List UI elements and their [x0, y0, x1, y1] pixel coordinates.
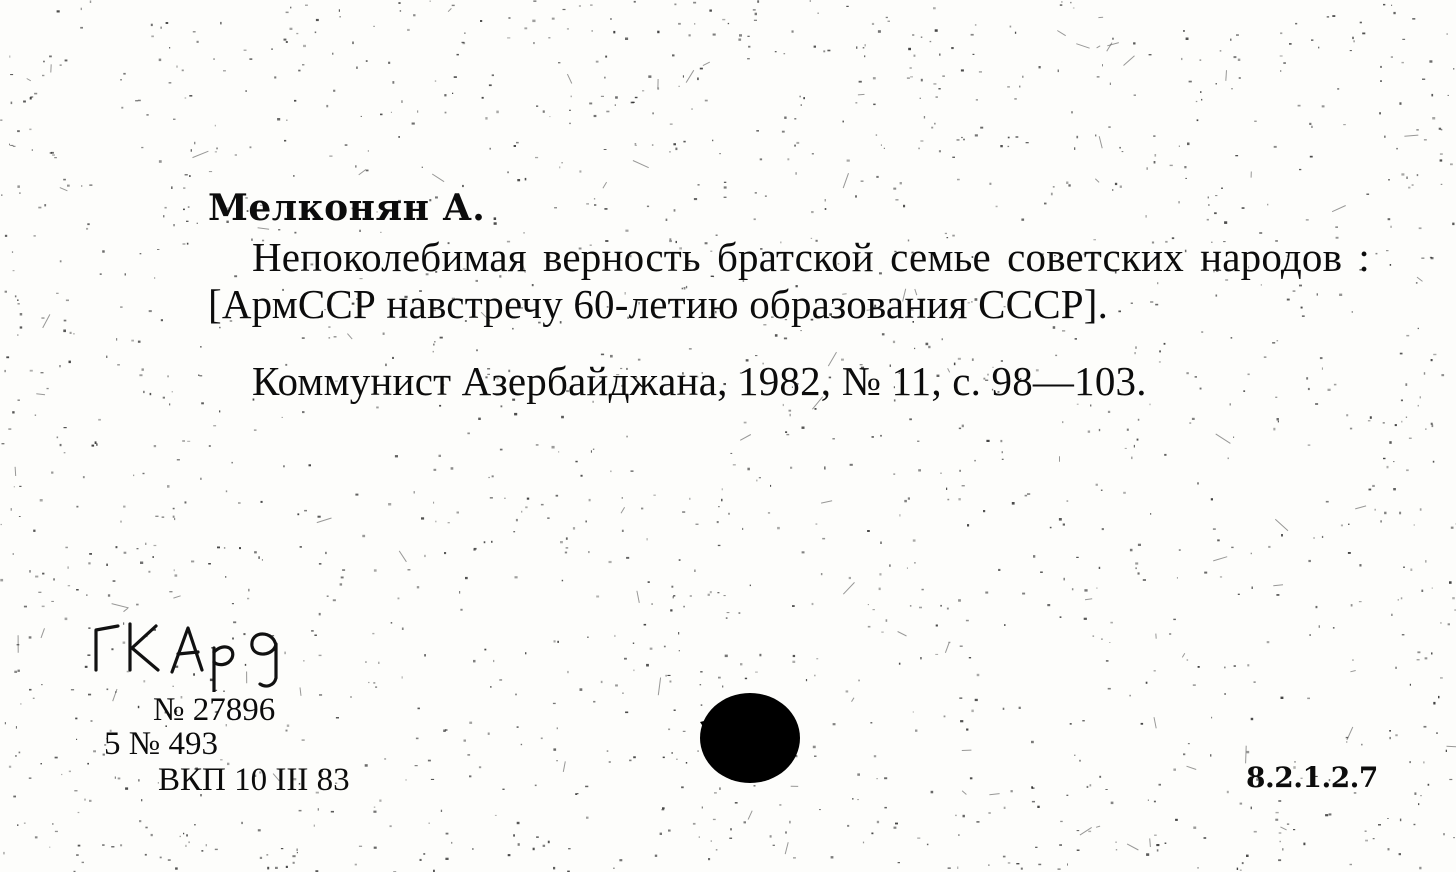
work-title: Непоколебимая верность братской семье советских народов : [АрмССР навстречу 60-летию образования СССР].	[208, 234, 1370, 327]
vkp-date: ВКП 10 III 83	[158, 762, 350, 798]
classification-code: 8.2.1.2.7	[1246, 761, 1378, 794]
punch-hole	[698, 690, 802, 784]
handwritten-code-mark	[90, 612, 290, 692]
issue-number: 5 № 493	[104, 726, 218, 762]
author-name: Мелконян А.	[208, 187, 486, 229]
source-citation: Коммунист Азербайджана, 1982, № 11, с. 98—103.	[252, 358, 1147, 404]
record-number: № 27896	[153, 692, 276, 728]
